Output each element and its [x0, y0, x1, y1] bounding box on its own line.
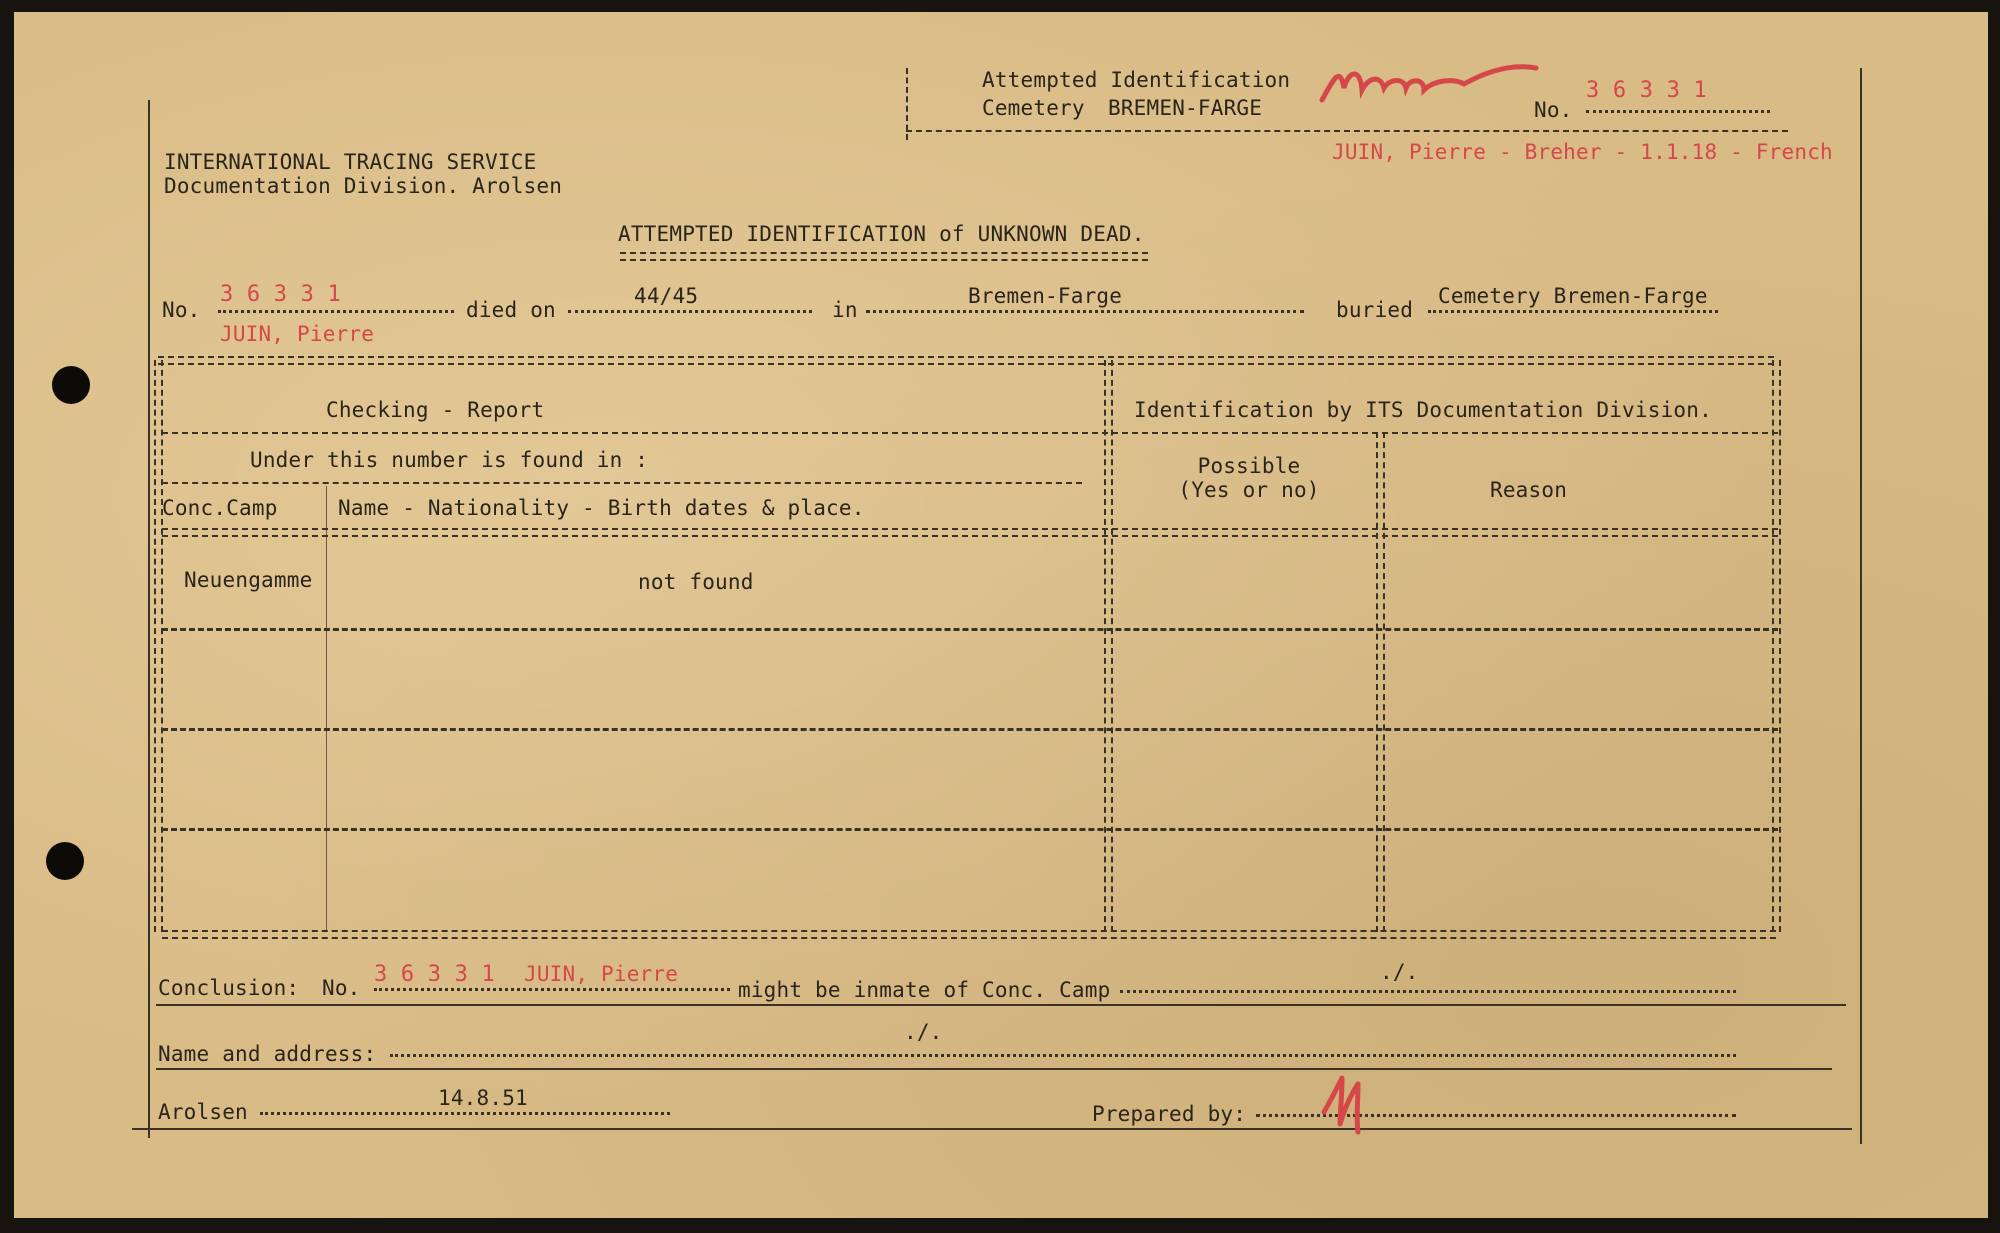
table-bottom-border — [162, 930, 1776, 939]
col-header-possible-line1: Possible — [1197, 454, 1301, 478]
table-middle-divider — [1104, 360, 1113, 932]
header-cemetery-label: Cemetery — [982, 96, 1085, 120]
record-no-dots — [218, 310, 454, 313]
col-header-camp: Conc.Camp — [162, 496, 278, 520]
left-frame-line — [148, 100, 150, 1138]
name-address-value: ./. — [904, 1020, 943, 1044]
right-frame-line — [1860, 68, 1862, 1144]
header-cemetery-value: BREMEN-FARGE — [1108, 96, 1263, 120]
col-header-name: Name - Nationality - Birth dates & place. — [338, 496, 865, 520]
conclusion-no-dots — [374, 988, 730, 991]
header-no-value: 3 6 3 3 1 — [1586, 78, 1708, 103]
prepared-by-signature — [1318, 1068, 1388, 1142]
header-no-label: No. — [1534, 98, 1573, 122]
might-be-inmate-label: might be inmate of Conc. Camp — [738, 978, 1111, 1002]
header-no-dots — [1586, 110, 1770, 113]
title-underline — [620, 252, 1148, 261]
col-header-possible — [1124, 454, 1374, 502]
died-on-value: 44/45 — [634, 284, 699, 308]
died-on-dots — [568, 310, 812, 313]
place-in-value: Bremen-Farge — [968, 284, 1123, 308]
under-number-label: Under this number is found in : — [250, 448, 649, 472]
row-3-bottom-rule — [162, 828, 1778, 831]
row-2-bottom-rule — [162, 728, 1778, 731]
index-card — [14, 12, 1988, 1218]
header-box-bottom-edge — [906, 130, 1788, 132]
conclusion-camp-value: ./. — [1380, 960, 1419, 984]
conclusion-rule — [156, 1004, 1846, 1006]
red-summary-line: JUIN, Pierre - Breher - 1.1.18 - French — [1332, 140, 1833, 164]
conclusion-name-value: JUIN, Pierre — [524, 962, 679, 986]
date-value: 14.8.51 — [438, 1086, 528, 1110]
col-header-possible-line2: (Yes or no) — [1178, 478, 1320, 502]
arolsen-label: Arolsen — [158, 1100, 248, 1124]
attempted-identification-label: Attempted Identification — [982, 68, 1291, 92]
prepared-by-label: Prepared by: — [1092, 1102, 1247, 1126]
buried-value: Cemetery Bremen-Farge — [1438, 284, 1708, 308]
row-1-bottom-rule — [162, 628, 1778, 631]
name-address-rule — [156, 1068, 1832, 1070]
name-address-dots — [390, 1054, 1736, 1057]
place-in-label: in — [832, 298, 858, 322]
under-number-rule — [162, 482, 1082, 484]
record-no-label: No. — [162, 298, 201, 322]
punch-hole-bottom — [46, 842, 84, 880]
table-camp-divider — [326, 486, 327, 932]
table-possible-divider — [1376, 432, 1385, 932]
place-in-dots — [866, 310, 1304, 313]
form-title: ATTEMPTED IDENTIFICATION of UNKNOWN DEAD. — [618, 222, 1145, 246]
table-left-border — [154, 360, 163, 932]
table-top-border — [158, 356, 1774, 365]
row-1-camp: Neuengamme — [184, 568, 313, 592]
row-1-name: not found — [638, 570, 754, 594]
bottom-frame-line — [132, 1128, 1852, 1130]
name-address-label: Name and address: — [158, 1042, 377, 1066]
died-on-label: died on — [466, 298, 556, 322]
handwritten-none-note — [1314, 48, 1544, 122]
buried-label: buried — [1336, 298, 1414, 322]
punch-hole-top — [52, 366, 90, 404]
record-no-value: 3 6 3 3 1 — [220, 282, 342, 307]
conclusion-camp-dots — [1120, 990, 1736, 993]
table-right-border — [1772, 360, 1781, 932]
org-division: Documentation Division. Arolsen — [164, 174, 563, 198]
table-column-header-rule — [162, 528, 1778, 537]
identification-header: Identification by ITS Documentation Division. — [1134, 398, 1712, 422]
org-name: INTERNATIONAL TRACING SERVICE — [164, 150, 537, 174]
conclusion-label: Conclusion: — [158, 976, 300, 1000]
conclusion-no-value: 3 6 3 3 1 — [374, 962, 496, 987]
checking-report-header: Checking - Report — [326, 398, 545, 422]
date-dots — [260, 1112, 670, 1115]
record-name-value: JUIN, Pierre — [220, 322, 375, 346]
buried-dots — [1428, 310, 1718, 313]
conclusion-no-label: No. — [322, 976, 361, 1000]
table-header-rule — [162, 432, 1778, 434]
col-header-reason: Reason — [1490, 478, 1568, 502]
